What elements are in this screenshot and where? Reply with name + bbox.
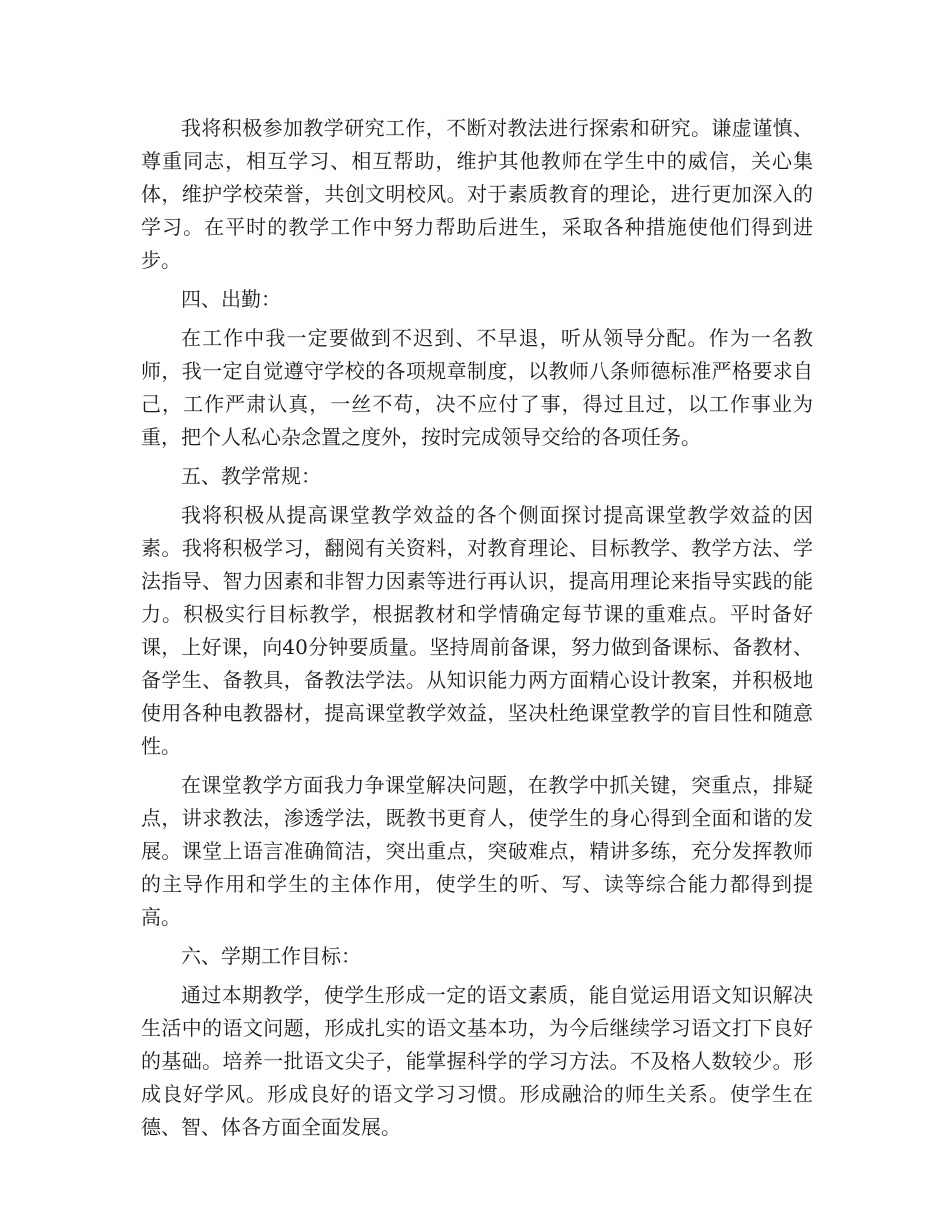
section-heading-semester-goals: 六、学期工作目标： [181,944,361,968]
paragraph-semester-goals: 通过本期教学，使学生形成一定的语文素质，能自觉运用语文知识解决生活中的语文问题，形成扎实的语文基本功，为今后继续学习语文打下良好的基础。培养一批语文尖子，能掌握科学的学习方法。不及格人数较少。形成良好学风。形成良好的语文学习习惯。形成融洽的师生关系。使学生在德、智、体各方面全面发展。 [141,983,813,1139]
section-heading-attendance: 四、出勤： [181,287,281,311]
paragraph-classroom-teaching: 在课堂教学方面我力争课堂解决问题，在教学中抓关键，突重点，排疑点，讲求教法，渗透学法，既教书更育人，使学生的身心得到全面和谐的发展。课堂上语言准确简洁，突出重点，突破难点，精讲多练，充分发挥教师的主导作用和学生的主体作用，使学生的听、写、读等综合能力都得到提高。 [141,773,813,929]
section-heading-teaching-routine: 五、教学常规： [181,464,321,488]
paragraph-teaching-routine: 我将积极从提高课堂教学效益的各个侧面探讨提高课堂教学效益的因素。我将积极学习，翻阅有关资料，对教育理论、目标教学、教学方法、学法指导、智力因素和非智力因素等进行再认识，提高用理论来指导实践的能力。积极实行目标教学，根据教材和学情确定每节课的重难点。平时备好课，上好课，向40分钟要质量。坚持周前备课，努力做到备课标、备教材、备学生、备教具，备教法学法。从知识能力两方面精心设计教案，并积极地使用各种电教器材，提高课堂教学效益，坚决杜绝课堂教学的盲目性和随意性。 [141,503,813,758]
paragraph-teaching-research: 我将积极参加教学研究工作，不断对教法进行探索和研究。谦虚谨慎、尊重同志，相互学习、相互帮助，维护其他教师在学生中的威信，关心集体，维护学校荣誉，共创文明校风。对于素质教育的理论，进行更加深入的学习。在平时的教学工作中努力帮助后进生，采取各种措施使他们得到进步。 [141,116,813,272]
paragraph-attendance: 在工作中我一定要做到不迟到、不早退，听从领导分配。作为一名教师，我一定自觉遵守学校的各项规章制度，以教师八条师德标准严格要求自己，工作严肃认真，一丝不苟，决不应付了事，得过且过，以工作事业为重，把个人私心杂念置之度外，按时完成领导交给的各项任务。 [141,326,813,449]
document-page [141,112,813,1150]
